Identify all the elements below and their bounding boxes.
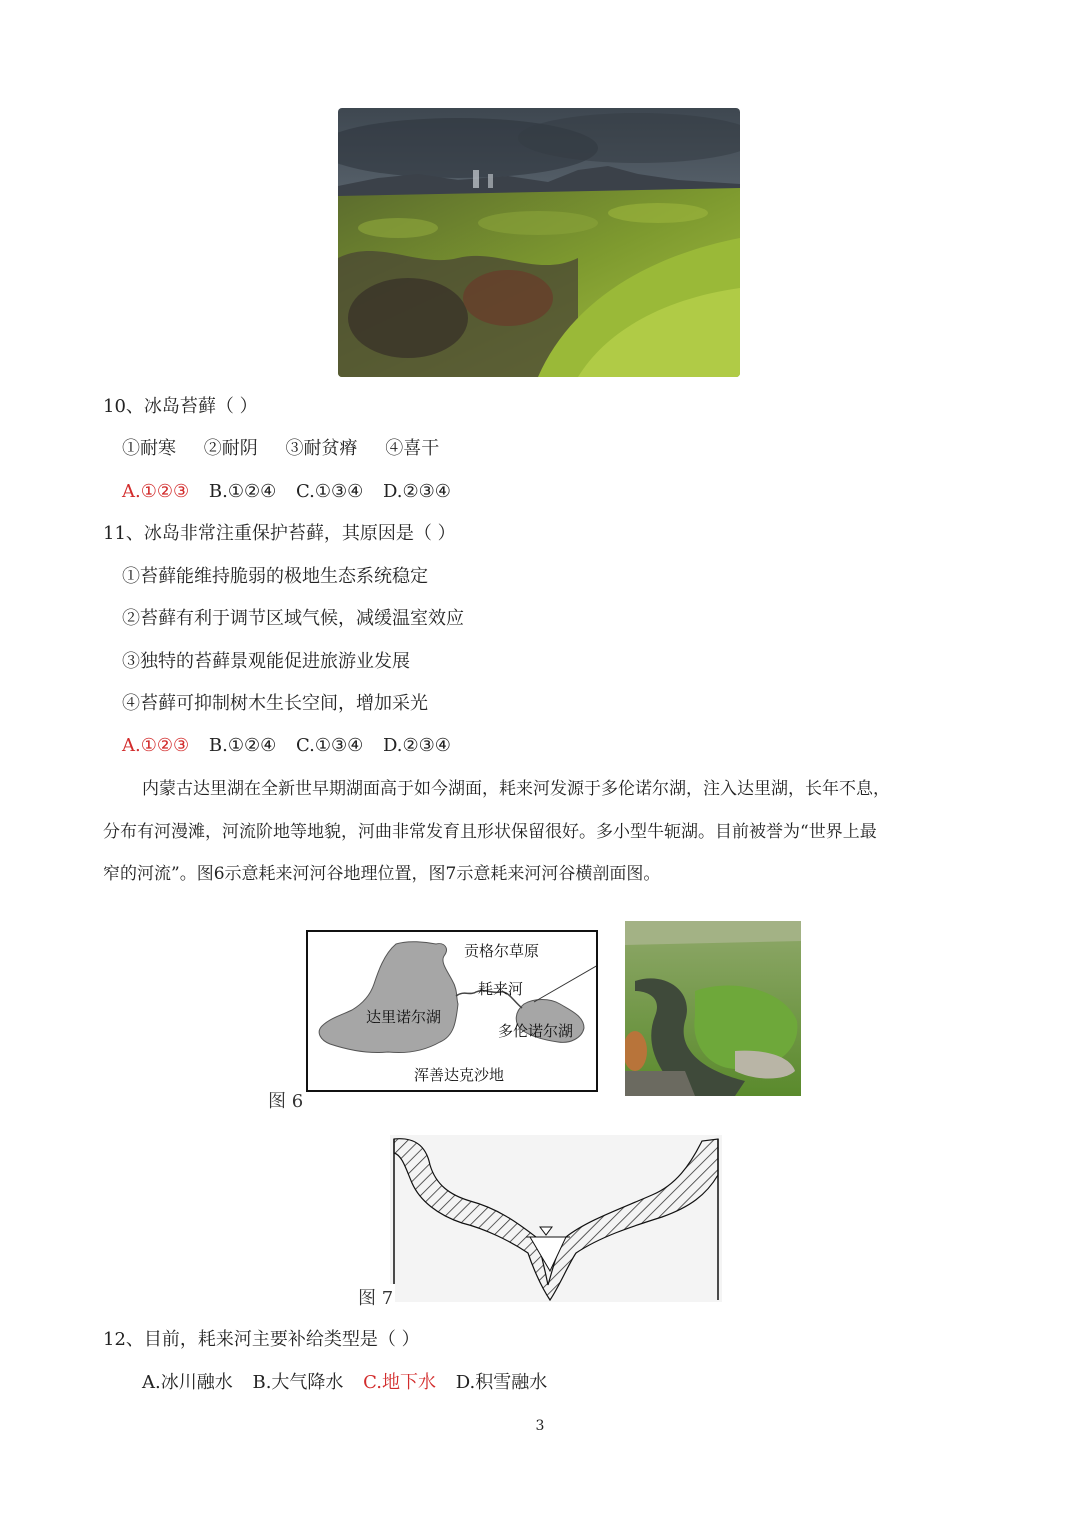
label-haolai-river: 耗来河 bbox=[478, 980, 524, 998]
figure-7-caption: 图 7 bbox=[356, 1284, 395, 1310]
question-11-statement-2: ②苔藓有利于调节区域气候，减缓温室效应 bbox=[122, 608, 464, 629]
question-12-options bbox=[142, 1371, 561, 1395]
question-10-options bbox=[122, 480, 465, 504]
question-11-statement-3: ③独特的苔藓景观能促进旅游业发展 bbox=[122, 651, 410, 672]
statement-2: ②耐阴 bbox=[203, 438, 258, 459]
passage-line-1: 内蒙古达里湖在全新世早期湖面高于如今湖面，耗来河发源于多伦诺尔湖，注入达里湖，长年不息， bbox=[142, 779, 890, 799]
figure-6-map bbox=[306, 930, 598, 1092]
passage-line-3: 窄的河流”。图6示意耗来河河谷地理位置，图7示意耗来河河谷横剖面图。 bbox=[103, 864, 661, 884]
option-d: D.②③④ bbox=[382, 735, 451, 756]
passage-line-2: 分布有河漫滩，河流阶地等地貌，河曲非常发育且形状保留很好。多小型牛轭湖。目前被誉为“世界上最 bbox=[103, 822, 877, 842]
question-11-options bbox=[122, 734, 465, 758]
moss-landscape-photo bbox=[338, 108, 740, 377]
option-d: D.②③④ bbox=[382, 481, 451, 502]
option-d: D.积雪融水 bbox=[455, 1372, 548, 1393]
option-b: B.大气降水 bbox=[252, 1372, 344, 1393]
statement-1: ①耐寒 bbox=[122, 438, 176, 459]
option-c-answer: C.地下水 bbox=[363, 1372, 437, 1393]
option-b: B.①②④ bbox=[208, 735, 277, 756]
label-duolun-nur-lake: 多伦诺尔湖 bbox=[498, 1022, 574, 1040]
option-b: B.①②④ bbox=[208, 481, 277, 502]
question-11-statement-1: ①苔藓能维持脆弱的极地生态系统稳定 bbox=[122, 566, 428, 587]
question-10-stem: 10、冰岛苔藓（ ） bbox=[103, 396, 258, 417]
label-gonggeer-grassland: 贡格尔草原 bbox=[464, 942, 540, 960]
question-11-statement-4: ④苔藓可抑制树木生长空间，增加采光 bbox=[122, 693, 428, 714]
river-meander-photo bbox=[625, 921, 801, 1096]
label-dali-nur-lake: 达里诺尔湖 bbox=[366, 1008, 442, 1026]
option-c: C.①③④ bbox=[295, 481, 364, 502]
figure-7-valley-cross-section bbox=[390, 1135, 722, 1302]
question-11-stem: 11、冰岛非常注重保护苔藓，其原因是（ ） bbox=[103, 523, 456, 544]
option-a-answer: A.①②③ bbox=[122, 481, 190, 502]
option-a-answer: A.①②③ bbox=[122, 735, 190, 756]
question-12-stem: 12、目前，耗来河主要补给类型是（ ） bbox=[103, 1329, 420, 1350]
label-hunshandake-desert: 浑善达克沙地 bbox=[414, 1066, 505, 1084]
statement-3: ③耐贫瘠 bbox=[285, 438, 358, 459]
question-10-statements bbox=[122, 437, 461, 461]
option-c: C.①③④ bbox=[295, 735, 364, 756]
page-number: 3 bbox=[535, 1418, 545, 1434]
option-a: A.冰川融水 bbox=[142, 1372, 233, 1393]
statement-4: ④喜干 bbox=[385, 438, 440, 459]
figure-6-caption: 图 6 bbox=[268, 1091, 304, 1112]
